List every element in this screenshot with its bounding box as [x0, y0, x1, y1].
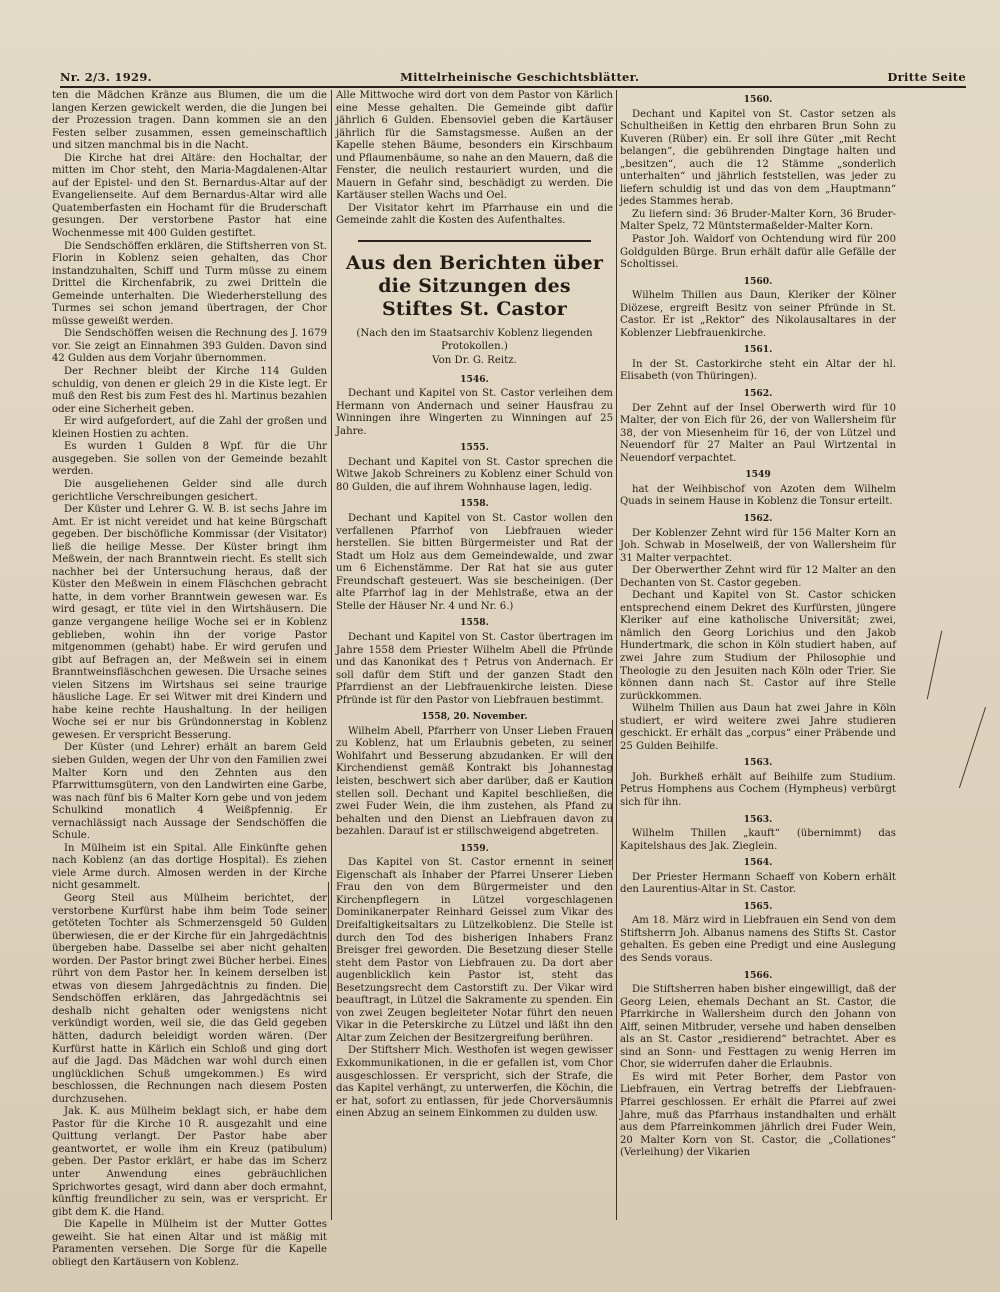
entry-year: 1558.	[460, 498, 489, 510]
paragraph: Die Stiftsherren haben bisher eingewilligt, daß der Georg Leien, ehemals Dechant an St. Castor, die Pfarrkirche in Wallersheim durch den Johann von Alff, seinen Mitbruder, versehe und haben denselben als an St. Castor „residierend“ betrachtet. Aber es sind an Sonn- und Festtagen zu wenig Herren im Chor, sie widerrufen daher die Erlaubnis.	[620, 984, 896, 1071]
entry-year: 1546.	[460, 373, 489, 385]
issue-number: Nr. 2/3. 1929.	[60, 70, 152, 84]
entry-year: 1559.	[460, 842, 489, 854]
column-3	[620, 90, 896, 1220]
paragraph: Der Visitator kehrt im Pfarrhause ein und die Gemeinde zahlt die Kosten des Aufenthaltes.	[336, 202, 613, 227]
pen-mark	[959, 707, 986, 788]
paragraph: In der St. Castorkirche steht ein Altar der hl. Elisabeth (von Thüringen).	[620, 358, 896, 383]
column-1	[52, 90, 327, 1268]
article-author: Von Dr. G. Reitz.	[432, 355, 517, 367]
entry-year: 1558.	[460, 617, 489, 629]
column-2-entries	[336, 374, 613, 1121]
paragraph: Dechant und Kapitel von St. Castor verleihen dem Hermann von Andernach und seiner Hausfrau zu Winningen ihre Wingerten zu Winningen auf 25 Jahre.	[336, 388, 613, 437]
paragraph: Dechant und Kapitel von St. Castor übertragen im Jahre 1558 dem Priester Wilhelm Abell die Pfründe und das Kanonikat des † Petrus von Andernach. Er soll dafür dem Stift und der ganzen Stadt den Pfarrdienst an der Liebfrauenkirche leisten. Diese Pfründe ist für den Pastor von Liebfrauen bestimmt.	[336, 631, 613, 706]
entry-year: 1561.	[743, 344, 773, 356]
pen-mark	[328, 882, 329, 992]
paragraph: Wilhelm Thillen „kauft“ (übernimmt) das Kapitelshaus des Jak. Zieglein.	[620, 828, 896, 852]
entry-year: 1560.	[743, 275, 773, 287]
paragraph: Der Küster (und Lehrer) erhält an barem Geld sieben Gulden, wegen der Uhr von den Familien zwei Malter Korn und den Zehnten aus den Pfarrwittumsgütern, von den Landwirten eine Garbe, was nach fünf bis 6 Malter Korn gebe und von jedem Schulkind monatlich 4 Weißpfennig. Er vernachlässigt nach Aussage der Sendschöffen die Schule.	[52, 742, 327, 842]
column-divider	[331, 90, 332, 1220]
paragraph: Der Zehnt auf der Insel Oberwerth wird für 10 Malter, der von Eich für 26, der von Wallersheim für 38, der von Miesenheim für 16, der von Lützel und Neuendorf für 27 Malter an Paul Wirtzental in Neuendorf verpachtet.	[620, 402, 896, 464]
paragraph: Jak. K. aus Mülheim beklagt sich, er habe dem Pastor für die Kirche 10 R. ausgezahlt und eine Quittung verlangt. Der Pastor habe aber geantwortet, er wolle ihm ein Kreuz (patibulum) geben. Der Pastor erklärt, er habe das im Scherz unter Anwendung eines gebräuchlichen Sprichwortes gesagt, wird dann aber doch ermahnt, künftig freundlicher zu sein, was er verspricht. Er gibt dem K. die Hand.	[52, 1106, 327, 1218]
paragraph: Dechant und Kapitel von St. Castor sprechen die Witwe Jakob Schreiners zu Koblenz einer Schuld von 80 Gulden, die auf ihrem Wohnhause lagen, ledig.	[336, 456, 613, 493]
paragraph: Die ausgeliehenen Gelder sind alle durch gerichtliche Verschreibungen gesichert.	[52, 478, 327, 503]
entry-year: 1563.	[743, 757, 773, 769]
entry-year: 1562.	[743, 388, 773, 400]
journal-title: Mittelrheinische Geschichtsblätter.	[400, 70, 640, 84]
entry-year: 1562.	[743, 512, 773, 524]
paragraph: Dechant und Kapitel von St. Castor schicken entsprechend einem Dekret des Kurfürsten, jüngere Kleriker auf eine katholische Universität; zwei, nämlich den Georg Lorichius und den Jakob Hundertmark, die schon in Köln studiert haben, auf zwei Jahre zum Studium der Philosophie und Theologie zu den Jesuiten nach Köln oder Trier. Sie können dann nach St. Castor auf ihre Stelle zurückkommen.	[620, 590, 896, 702]
page-label: Dritte Seite	[887, 70, 966, 84]
article-headline: Aus den Berichten über die Sitzungen des Stiftes St. Castor	[345, 252, 604, 321]
paragraph: Wilhelm Thillen aus Daun hat zwei Jahre in Köln studiert, er wird weitere zwei Jahre studieren geschickt. Er erhält das „corpus“ einer Präbende und 25 Gulden Beihilfe.	[620, 703, 896, 752]
paragraph: Der Stiftsherr Mich. Westhofen ist wegen gewisser Exkommunikationen, in die er gefallen ist, vom Chor ausgeschlossen. Er verspricht, sich der Strafe, die das Kapitel verhängt, zu unterwerfen, die Köchin, die er hat, sofort zu entlassen, für jede Chorversäumnis einen Abzug an seinem Einkommen zu dulden usw.	[336, 1045, 613, 1120]
paragraph: Zu liefern sind: 36 Bruder-Malter Korn, 36 Bruder-Malter Spelz, 72 Müntstermaßelder-Malter Korn.	[620, 208, 896, 233]
pen-mark	[612, 720, 613, 870]
paragraph: hat der Weihbischof von Azoten dem Wilhelm Quads in seinem Hause in Koblenz die Tonsur erteilt.	[620, 483, 896, 508]
paragraph: Joh. Burkheß erhält auf Beihilfe zum Studium. Petrus Homphens aus Cochem (Hympheus) verbürgt sich für ihn.	[620, 771, 896, 808]
article-subtitle: (Nach den im Staatsarchiv Koblenz liegenden Protokollen.)	[356, 328, 593, 353]
entry-year: 1549	[745, 469, 771, 481]
paragraph: Die Kirche hat drei Altäre: den Hochaltar, der mitten im Chor steht, den Maria-Magdalenen-Altar auf der Epistel- und den St. Bernardus-Altar auf der Evangelienseite. Auf dem Bernardus-Altar wird alle Quatemberfasten ein Hochamt für die Bruderschaft gesungen. Der verstorbene Pastor hat eine Wochenmesse mit 400 Gulden gestiftet.	[52, 152, 327, 240]
header-rule	[60, 86, 966, 88]
paragraph: Am 18. März wird in Liebfrauen ein Send von dem Stiftsherrn Joh. Albanus namens des Stifts St. Castor gehalten. Es geben eine Predigt und eine Auslegung des Sends voraus.	[620, 915, 896, 964]
paragraph: Er wird aufgefordert, auf die Zahl der großen und kleinen Hostien zu achten.	[52, 416, 327, 440]
entry-year: 1565.	[743, 900, 773, 912]
paragraph: Der Küster und Lehrer G. W. B. ist sechs Jahre im Amt. Er ist nicht vereidet und hat keine Bürgschaft gegeben. Der bischöfliche Kommissar (der Visitator) ließ die heilige Messe. Der Küster bringt ihm Meßwein, der nach Branntwein riecht. Es stellt sich nachher bei der Untersuchung heraus, daß der Küster den Meßwein in einem Fläschchen gebracht hatte, in dem vorher Branntwein gewesen war. Es wird gesagt, er tüte viel in den Wirtshäusern. Die ganze vergangene heilige Woche sei er in Koblenz geblieben, wohin ihn der vorige Pastor mitgenommen (gehabt) habe. Er wird gerufen und gibt auf Befragen an, der Meßwein sei in einem Branntweinsfläschchen gewesen. Die Ursache seines vielen Sitzens im Wirtshaus sei seine traurige häusliche Lage. Er sei Witwer mit drei Kindern und habe keine rechte Haushaltung. In der heiligen Woche sei er nur bis Gründonnerstag in Koblenz gewesen. Er verspricht Besserung.	[52, 504, 327, 741]
paragraph: Dechant und Kapitel von St. Castor wollen den verfallenen Pfarrhof von Liebfrauen wieder herstellen. Sie bitten Bürgermeister und Rat der Stadt um Holz aus dem Gemeindewalde, und zwar um 6 Eichenstämme. Der Rat hat sie aus guter Freundschaft gesteuert. Was sie bescheinigen. (Der alte Pfarrhof lag in der Mehlstraße, etwa an der Stelle der Häuser Nr. 4 und Nr. 6.)	[336, 513, 613, 612]
paragraph: Der Rechner bleibt der Kirche 114 Gulden schuldig, von denen er gleich 29 in die Kiste legt. Er muß den Rest bis zum Fest des hl. Martinus bezahlen oder eine Sicherheit geben.	[52, 366, 327, 415]
entry-year: 1555.	[460, 442, 489, 454]
paragraph: Wilhelm Thillen aus Daun, Kleriker der Kölner Diözese, ergreift Besitz von seiner Pfründe in St. Castor. Er ist „Rektor“ des Nikolausaltares in der Koblenzer Liebfrauenkirche.	[620, 290, 896, 339]
column-2-continuation	[336, 90, 613, 228]
paragraph: Es wird mit Peter Borher, dem Pastor von Liebfrauen, ein Vertrag betreffs der Liebfrauen-Pfarrei geschlossen. Er erhält die Pfarrei auf zwei Jahre, muß das Pfarrhaus instandhalten und erhält aus dem Pfarreinkommen jährlich drei Fuder Wein, 20 Malter Korn von St. Castor, die „Collationes“ (Verleihung) der Vikarien	[620, 1071, 896, 1159]
paragraph: Die Sendschöffen erklären, die Stiftsherren von St. Florin in Koblenz seien gehalten, das Chor instandzuhalten, Schiff und Turm müsse zu einem Drittel die Kirchenfabrik, zu zwei Dritteln die Gemeinde unterhalten. Die Wiederherstellung des Turmes sei schon jemand übertragen, der Chor müsse geweißt werden.	[52, 240, 327, 327]
paragraph: Georg Steil aus Mülheim berichtet, der verstorbene Kurfürst habe ihm beim Tode seiner getöteten Tochter als Schmerzensgeld 50 Gulden überwiesen, die er der Kirche für ein Jahrgedächtnis übergeben habe. Dasselbe sei aber nicht gehalten worden. Der Pastor bringt zwei Bücher herbei. Eines rührt von dem Pastor her. In keinem derselben ist etwas von diesem Jahrgedächtnis zu finden. Die Sendschöffen erklären, das Jahrgedächtnis sei deshalb nicht gehalten oder wenigstens nicht verkündigt worden, weil sie, die das Geld gegeben hätten, dadurch beleidigt worden wären. (Der Kurfürst hatte in Kärlich ein Schloß und ging dort auf die Jagd. Das Mädchen war wohl durch einen unglücklichen Schuß umgekommen.) Es wird beschlossen, die Rechnungen nach diesem Posten durchzusehen.	[52, 893, 327, 1105]
pen-mark	[927, 631, 943, 700]
entry-year: 1560.	[743, 94, 773, 105]
entry-year: 1558, 20. November.	[421, 711, 528, 723]
paragraph: Es wurden 1 Gulden 8 Wpf. für die Uhr ausgegeben. Sie sollen von der Gemeinde bezahlt werden.	[52, 441, 327, 478]
paragraph: Die Kapelle in Mülheim ist der Mutter Gottes geweiht. Sie hat einen Altar und ist mäßig mit Paramenten versehen. Die Sorge für die Kapelle obliegt den Kartäusern von Koblenz.	[52, 1219, 327, 1268]
paragraph: Die Sendschöffen weisen die Rechnung des J. 1679 vor. Sie zeigt an Einnahmen 393 Gulden. Davon sind 42 Gulden aus dem Vorjahr übernommen.	[52, 328, 327, 365]
paragraph: Das Kapitel von St. Castor ernennt in seiner Eigenschaft als Inhaber der Pfarrei Unserer Lieben Frau den von dem Bürgermeister und den Kirchenpflegern in Lützel vorgeschlagenen Dominikanerpater Reinhard Geissel zum Vikar des Dreifaltigkeitsaltars zu Lützelkoblenz. Die Stelle ist durch den Tod des bisherigen Inhabers Franz Breisger frei geworden. Die Besetzung dieser Stelle steht dem Pastor von Liebfrauen zu. Da dort aber augenblicklich kein Pastor ist, steht das Besetzungsrecht dem Castorstift zu. Der Vikar wird beauftragt, in Lützel die Sakramente zu spenden. Ein von zwei Zeugen begleiteter Notar führt den neuen Vikar in die Peterskirche zu Lützel und läßt ihn den Altar zum Zeichen der Besitzergreifung berühren.	[336, 857, 613, 1044]
paragraph: Der Oberwerther Zehnt wird für 12 Malter an den Dechanten von St. Castor gegeben.	[620, 565, 896, 589]
paragraph: ten die Mädchen Kränze aus Blumen, die um die langen Kerzen gewickelt werden, die die Jungen bei der Prozession tragen. Dann kommen sie an den Festen selber zusammen, essen gemeinschaftlich und sitzen manchmal bis in die Nacht.	[52, 90, 327, 152]
entry-year: 1563.	[743, 813, 773, 825]
paragraph: Wilhelm Abell, Pfarrherr von Unser Lieben Frauen zu Koblenz, hat um Erlaubnis gebeten, zu seiner Wohlfahrt und Besserung abzudanken. Er will den Kirchendienst gemäß Kontrakt bis Johannestag leisten, beschwert sich aber darüber, daß er Kaution stellen soll. Dechant und Kapitel beschließen, die zwei Fuder Wein, die ihm zustehen, als Pfand zu behalten und den Dienst an Liebfrauen davon zu bezahlen. Darauf ist er stillschweigend abgetreten.	[336, 725, 613, 838]
page-header	[60, 62, 966, 84]
column-divider	[616, 90, 617, 1220]
paragraph: Dechant und Kapitel von St. Castor setzen als Schultheißen in Kettig den ehrbaren Brun Sohn zu Kuveren (Rüber) ein. Er soll ihre Güter „mit Recht belangen“, die gebührenden Dingtage halten und „besitzen“, auch die 12 Stämme „sonderlich unterhalten“ und jährlich feststellen, was jeder zu liefern schuldig ist und das von dem „Hauptmann“ jedes Stammes herab.	[620, 108, 896, 208]
paragraph: In Mülheim ist ein Spital. Alle Einkünfte gehen nach Koblenz (an das dortige Hospital). Es ziehen viele Arme durch. Almosen werden in der Kirche nicht gesammelt.	[52, 842, 327, 892]
paragraph: Der Koblenzer Zehnt wird für 156 Malter Korn an Joh. Schwab in Moselweiß, der von Wallersheim für 31 Malter verpachtet.	[620, 527, 896, 564]
entry-year: 1566.	[743, 969, 773, 981]
paragraph: Pastor Joh. Waldorf von Ochtendung wird für 200 Goldgulden Bürge. Brun erhält dafür alle Gefälle der Scholtissei.	[620, 234, 896, 271]
column-2	[336, 90, 613, 1220]
entry-year: 1564.	[743, 857, 773, 869]
paragraph: Der Priester Hermann Schaeff von Kobern erhält den Laurentius-Altar in St. Castor.	[620, 871, 896, 896]
article-separator	[358, 240, 591, 242]
paragraph: Alle Mittwoche wird dort von dem Pastor von Kärlich eine Messe gehalten. Die Gemeinde gibt dafür jährlich 6 Gulden. Ebensoviel geben die Kartäuser jährlich für die Samstagsmesse. Außen an der Kapelle stehen Bäume, besonders ein Kirschbaum und Pflaumenbäume, so nahe an den Mauern, daß die Fenster, die neulich restauriert wurden, und die Mauern in Gefahr sind, beschädigt zu werden. Die Kartäuser stellen Wachs und Oel.	[336, 90, 613, 202]
